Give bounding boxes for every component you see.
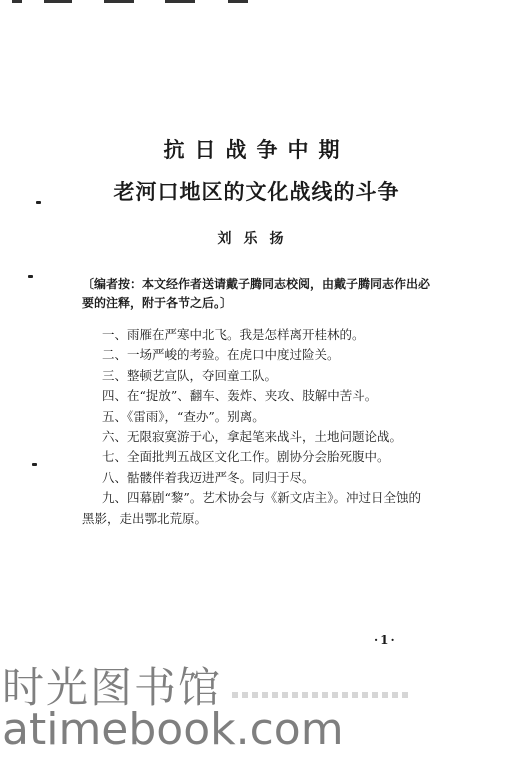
top-rule-5 [228,0,248,3]
binding-mark [28,275,33,278]
toc-item: 三、整顿艺宣队，夺回童工队。 [102,367,278,383]
toc-item: 四、在“捉放”、翻车、轰炸、夹攻、肢解中苦斗。 [102,388,378,404]
watermark-title: 时光图书馆 [2,663,223,712]
toc-item: 八、骷髅伴着我迈进严冬。同归于尽。 [102,469,315,485]
page-title: 抗日战争中期 [163,137,350,162]
binding-mark [32,463,37,466]
page-number: ·1· [374,633,397,647]
toc-item: 七、全面批判五战区文化工作。剧协分会胎死腹中。 [102,449,390,465]
toc-item: 二、一场严峻的考验。在虎口中度过险关。 [102,347,340,363]
top-rule-4 [165,0,195,3]
table-of-contents [82,325,432,529]
toc-item: 九、四幕剧“黎”。艺术协会与《新文店主》。冲过日全蚀的黑影，走出鄂北荒原。 [82,490,422,526]
toc-item: 一、雨雁在严寒中北飞。我是怎样离开桂林的。 [102,327,365,342]
watermark-url: atimebook.com [2,704,344,755]
author-name: 刘乐扬 [217,231,296,247]
top-rule-1 [12,0,22,3]
top-rule-3 [104,0,134,3]
toc-item: 五、《雷雨》，“查办”。别离。 [102,408,265,424]
bleed-through-text [232,692,412,698]
toc-item: 六、无限寂寞游于心，拿起笔来战斗，土地问题论战。 [102,429,403,445]
page-subtitle: 老河口地区的文化战线的斗争 [113,179,400,204]
editor-note: 〔编者按：本文经作者送请戴子腾同志校阅，由戴子腾同志作出必要的注释，附于各节之后。〕 [82,277,431,310]
top-rule-2 [44,0,72,3]
